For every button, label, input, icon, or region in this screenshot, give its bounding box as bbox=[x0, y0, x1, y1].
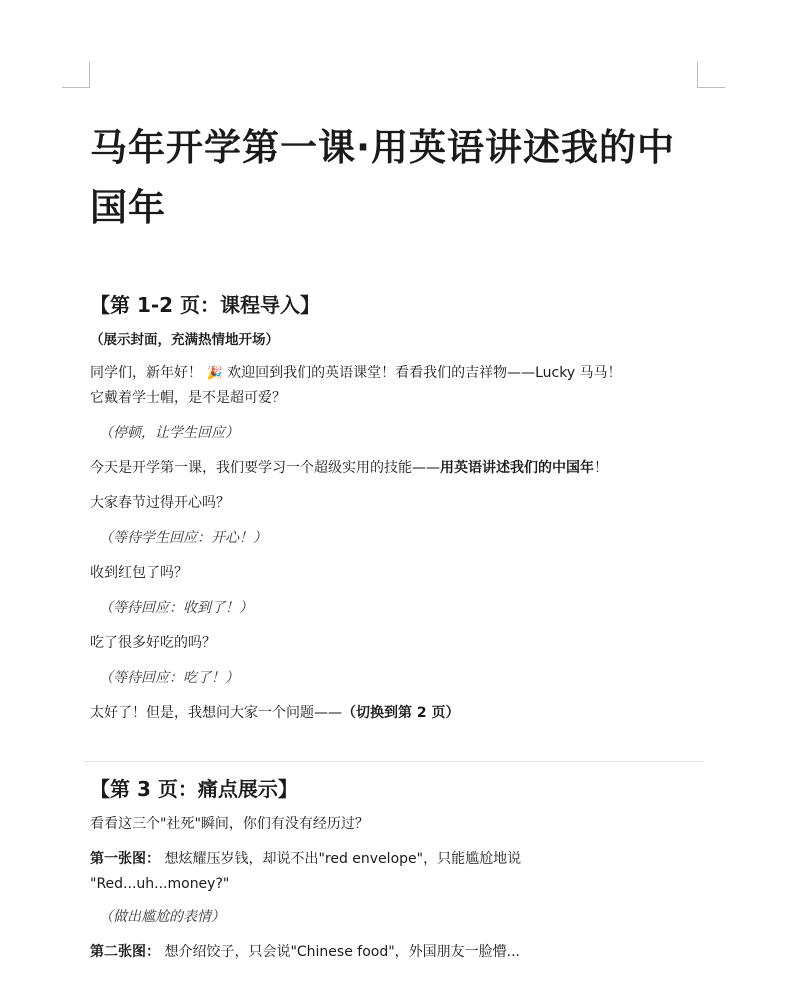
image-1-text-line2: "Red...uh...money?" bbox=[90, 876, 230, 892]
image-2-text: 想介绍饺子，只会说"Chinese food"，外国朋友一脸懵... bbox=[164, 944, 521, 960]
cue-happy: （等待学生回应：开心！） bbox=[99, 530, 267, 546]
question-food: 吃了很多好吃的吗？ bbox=[90, 635, 216, 651]
paragraph-topic bbox=[90, 456, 710, 481]
crop-mark-left bbox=[62, 62, 90, 88]
topic-bold: 用英语讲述我们的中国年 bbox=[440, 460, 594, 476]
cue-ate: （等待回应：吃了！） bbox=[99, 670, 239, 686]
paragraph-transition bbox=[90, 701, 710, 726]
paragraph-greeting bbox=[90, 361, 710, 411]
crop-mark-right bbox=[697, 62, 725, 88]
question-red-envelope: 收到红包了吗？ bbox=[90, 565, 188, 581]
greeting-text-b: 欢迎回到我们的英语课堂！看看我们的吉祥物——Lucky 马马！ bbox=[227, 365, 622, 381]
greeting-text-line2: 它戴着学士帽，是不是超可爱？ bbox=[90, 390, 286, 406]
cue-received: （等待回应：收到了！） bbox=[99, 600, 253, 616]
transition-bold: （切换到第 2 页） bbox=[342, 705, 460, 721]
stage-note: （展示封面，充满热情地开场） bbox=[90, 332, 279, 348]
paragraph-image-1 bbox=[90, 847, 710, 897]
section-divider bbox=[84, 761, 704, 762]
paragraph-intro-moments: 看看这三个"社死"瞬间，你们有没有经历过？ bbox=[90, 816, 369, 832]
greeting-text-a: 同学们，新年好！ bbox=[90, 365, 202, 381]
document-body bbox=[90, 118, 710, 965]
question-spring-festival: 大家春节过得开心吗？ bbox=[90, 495, 230, 511]
image-1-text: 想炫耀压岁钱，却说不出"red envelope"，只能尴尬地说 bbox=[164, 851, 522, 867]
topic-end: ！ bbox=[594, 460, 608, 476]
title-line-2: 国年 bbox=[90, 186, 166, 229]
section-heading-pain-points: 【第 3 页：痛点展示】 bbox=[90, 777, 298, 801]
cue-pause: （停顿，让学生回应） bbox=[99, 425, 239, 441]
image-2-label: 第二张图： bbox=[90, 944, 160, 960]
topic-text: 今天是开学第一课，我们要学习一个超级实用的技能—— bbox=[90, 460, 440, 476]
paragraph-image-2 bbox=[90, 940, 710, 965]
document-title bbox=[90, 118, 710, 238]
cue-awkward: （做出尴尬的表情） bbox=[99, 909, 225, 925]
section-heading-course-intro: 【第 1-2 页：课程导入】 bbox=[90, 293, 321, 317]
party-popper-icon: 🎉 bbox=[206, 366, 223, 381]
image-1-label: 第一张图： bbox=[90, 851, 160, 867]
transition-text: 太好了！但是，我想问大家一个问题—— bbox=[90, 705, 342, 721]
title-line-1: 马年开学第一课·用英语讲述我的中 bbox=[90, 126, 676, 169]
